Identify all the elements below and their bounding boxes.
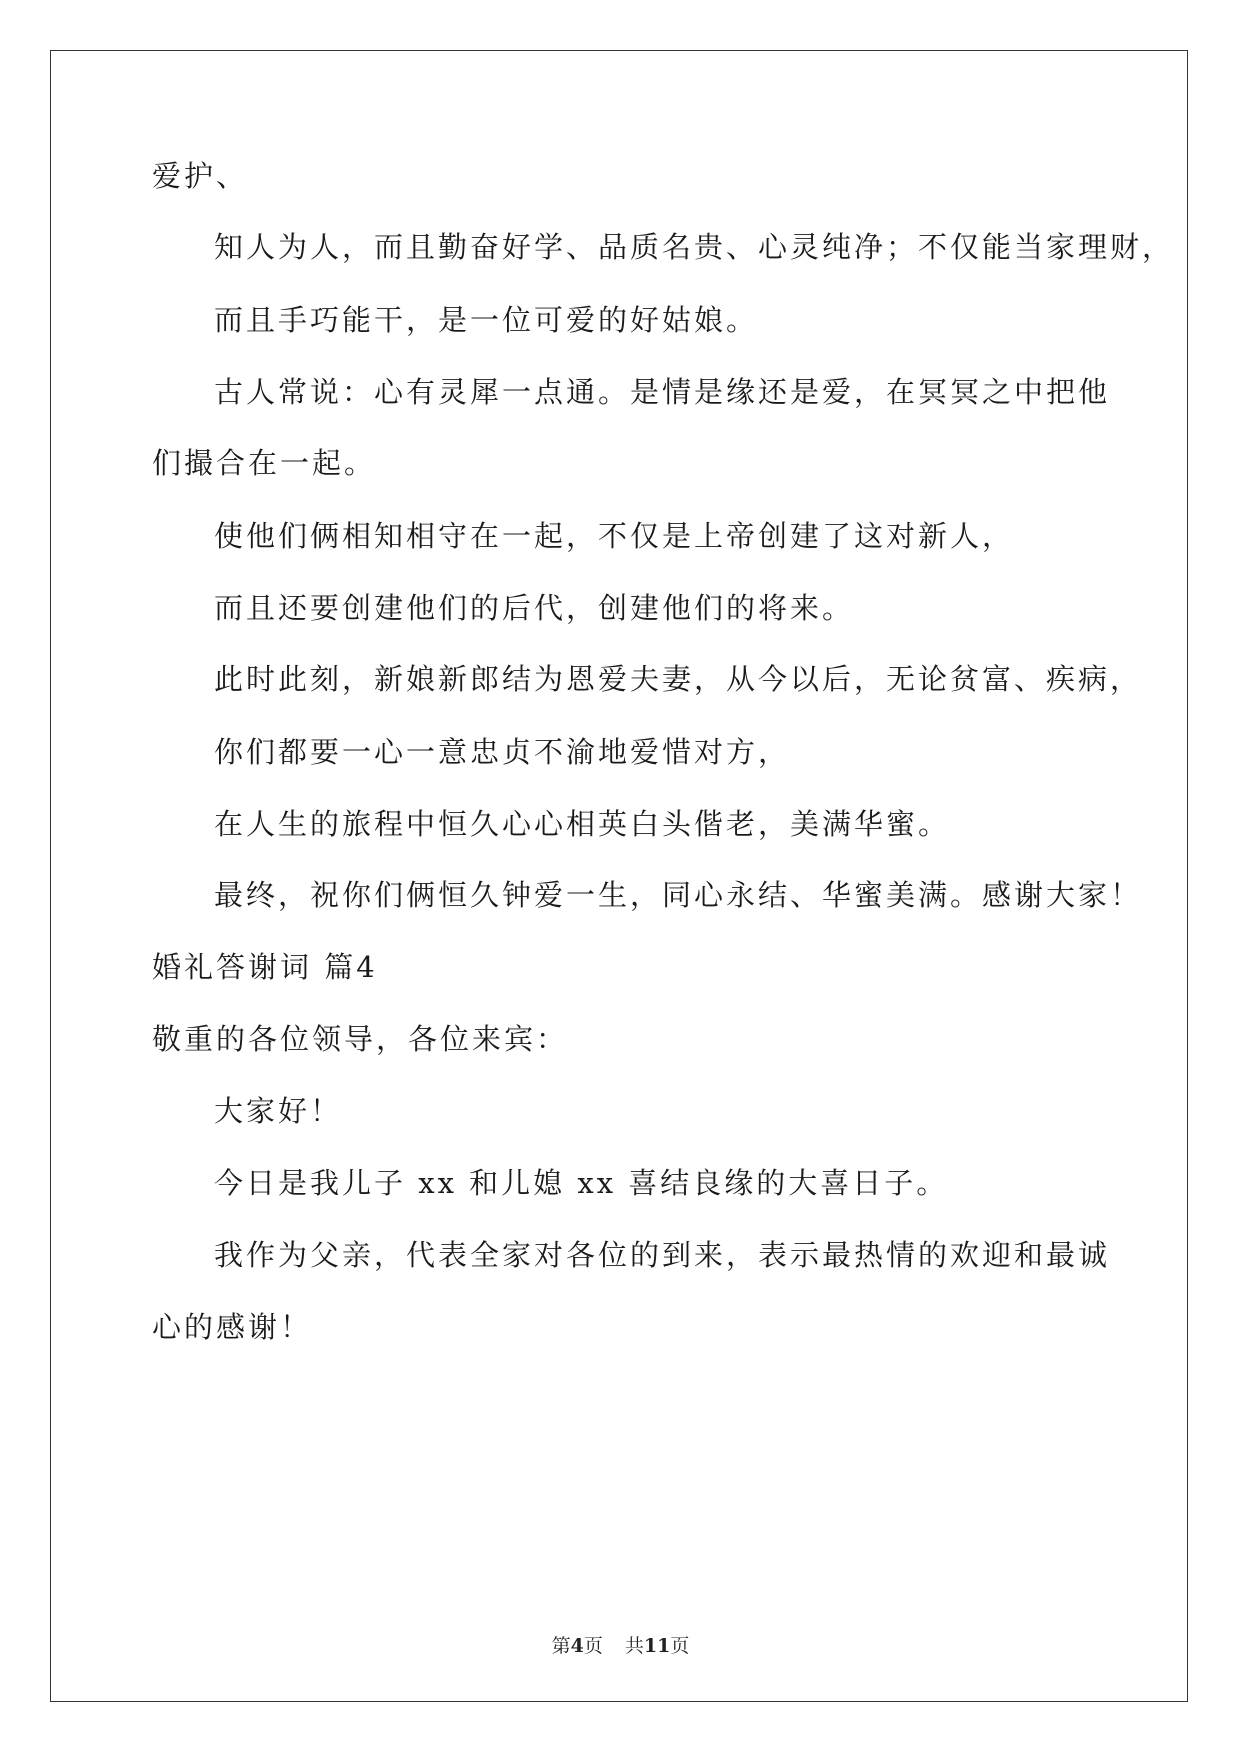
salutation: 敬重的各位领导，各位来宾： (152, 1022, 569, 1056)
page-current: 4 (570, 1635, 584, 1657)
page-footer (0, 1634, 1241, 1658)
text-line: 爱护、 (152, 159, 249, 193)
text-line: 今日是我儿子 xx 和儿媳 xx 喜结良缘的大喜日子。 (214, 1166, 949, 1200)
text-line: 大家好！ (214, 1094, 343, 1128)
total-suffix: 页 (670, 1635, 690, 1657)
text-line: 古人常说：心有灵犀一点通。是情是缘还是爱，在冥冥之中把他 (214, 375, 1111, 409)
page-suffix: 页 (583, 1635, 603, 1657)
page-prefix: 第 (551, 1635, 571, 1657)
text-line: 我作为父亲，代表全家对各位的到来，表示最热情的欢迎和最诚 (214, 1238, 1111, 1272)
text-line: 而且还要创建他们的后代，创建他们的将来。 (214, 591, 855, 625)
text-line: 在人生的旅程中恒久心心相英白头偕老，美满华蜜。 (214, 807, 951, 841)
text-line: 最终，祝你们俩恒久钟爱一生，同心永结、华蜜美满。感谢大家！ (214, 878, 1143, 912)
text-line: 知人为人，而且勤奋好学、品质名贵、心灵纯净；不仅能当家理财， (214, 230, 1175, 264)
total-prefix: 共 (624, 1635, 644, 1657)
section-heading: 婚礼答谢词 篇4 (152, 950, 378, 984)
text-line: 使他们俩相知相守在一起，不仅是上帝创建了这对新人， (214, 519, 1015, 553)
text-line: 你们都要一心一意忠贞不渝地爱惜对方， (214, 735, 791, 769)
page-total: 11 (643, 1635, 671, 1657)
text-line: 们撮合在一起。 (152, 446, 377, 480)
text-line: 而且手巧能干，是一位可爱的好姑娘。 (214, 303, 759, 337)
page-border (50, 50, 1188, 1702)
text-line: 此时此刻，新娘新郎结为恩爱夫妻，从今以后，无论贫富、疾病， (214, 662, 1143, 696)
text-line: 心的感谢！ (152, 1310, 313, 1344)
